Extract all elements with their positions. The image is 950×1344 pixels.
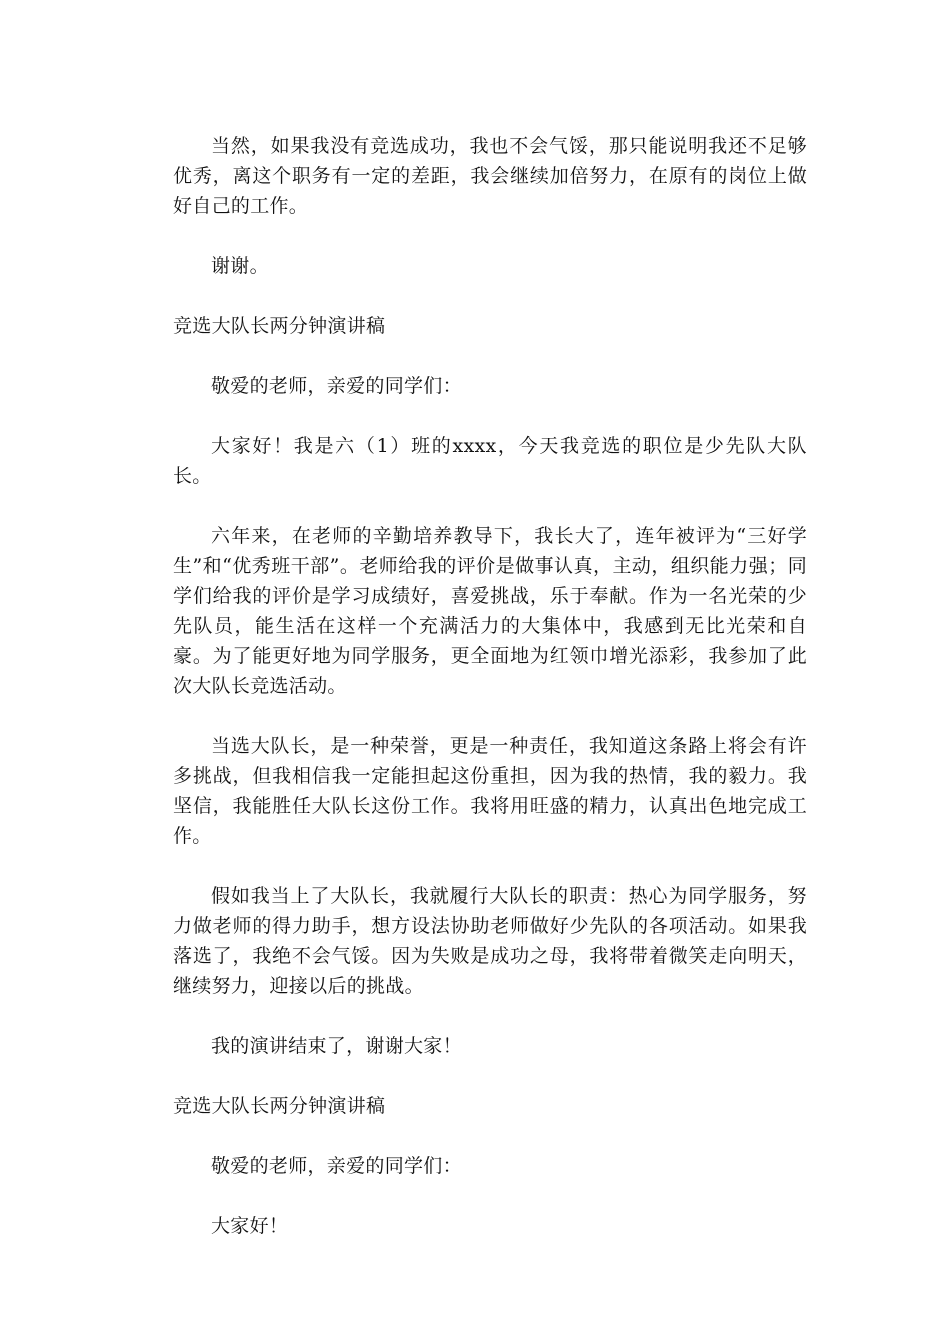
paragraph-salutation-2: 敬爱的老师，亲爱的同学们： [211, 1155, 462, 1177]
paragraph-salutation: 敬爱的老师，亲爱的同学们： [211, 375, 462, 397]
paragraph-conclusion: 当然，如果我没有竞选成功，我也不会气馁，那只能说明我还不足够优秀，离这个职务有一定的差距，我会继续加倍努力，在原有的岗位上做好自己的工作。 [173, 135, 807, 217]
paragraph-thanks: 谢谢。 [211, 255, 269, 277]
document-body [173, 131, 807, 1241]
paragraph-responsibility: 当选大队长，是一种荣誉，更是一种责任，我知道这条路上将会有许多挑战，但我相信我一定能担起这份重担，因为我的热情，我的毅力。我坚信，我能胜任大队长这份工作。我将用旺盛的精力，认真出色地完成工作。 [173, 735, 807, 847]
paragraph-background: 六年来，在老师的辛勤培养教导下，我长大了，连年被评为“三好学生”和“优秀班干部”。老师给我的评价是做事认真，主动，组织能力强；同学们给我的评价是学习成绩好，喜爱挑战，乐于奉献。作为一名光荣的少先队员，能生活在这样一个充满活力的大集体中，我感到无比光荣和自豪。为了能更好地为同学服务，更全面地为红领巾增光添彩，我参加了此次大队长竞选活动。 [173, 525, 807, 697]
section-title: 竞选大队长两分钟演讲稿 [173, 315, 386, 337]
paragraph-greeting: 大家好！我是六（1）班的xxxx，今天我竞选的职位是少先队大队长。 [173, 435, 807, 487]
section-title-2: 竞选大队长两分钟演讲稿 [173, 1095, 386, 1117]
paragraph-greeting-2: 大家好！ [211, 1215, 289, 1237]
paragraph-closing: 我的演讲结束了，谢谢大家！ [211, 1035, 462, 1057]
paragraph-promise: 假如我当上了大队长，我就履行大队长的职责：热心为同学服务，努力做老师的得力助手，想方设法协助老师做好少先队的各项活动。如果我落选了，我绝不会气馁。因为失败是成功之母，我将带着微笑走向明天，继续努力，迎接以后的挑战。 [173, 885, 807, 997]
